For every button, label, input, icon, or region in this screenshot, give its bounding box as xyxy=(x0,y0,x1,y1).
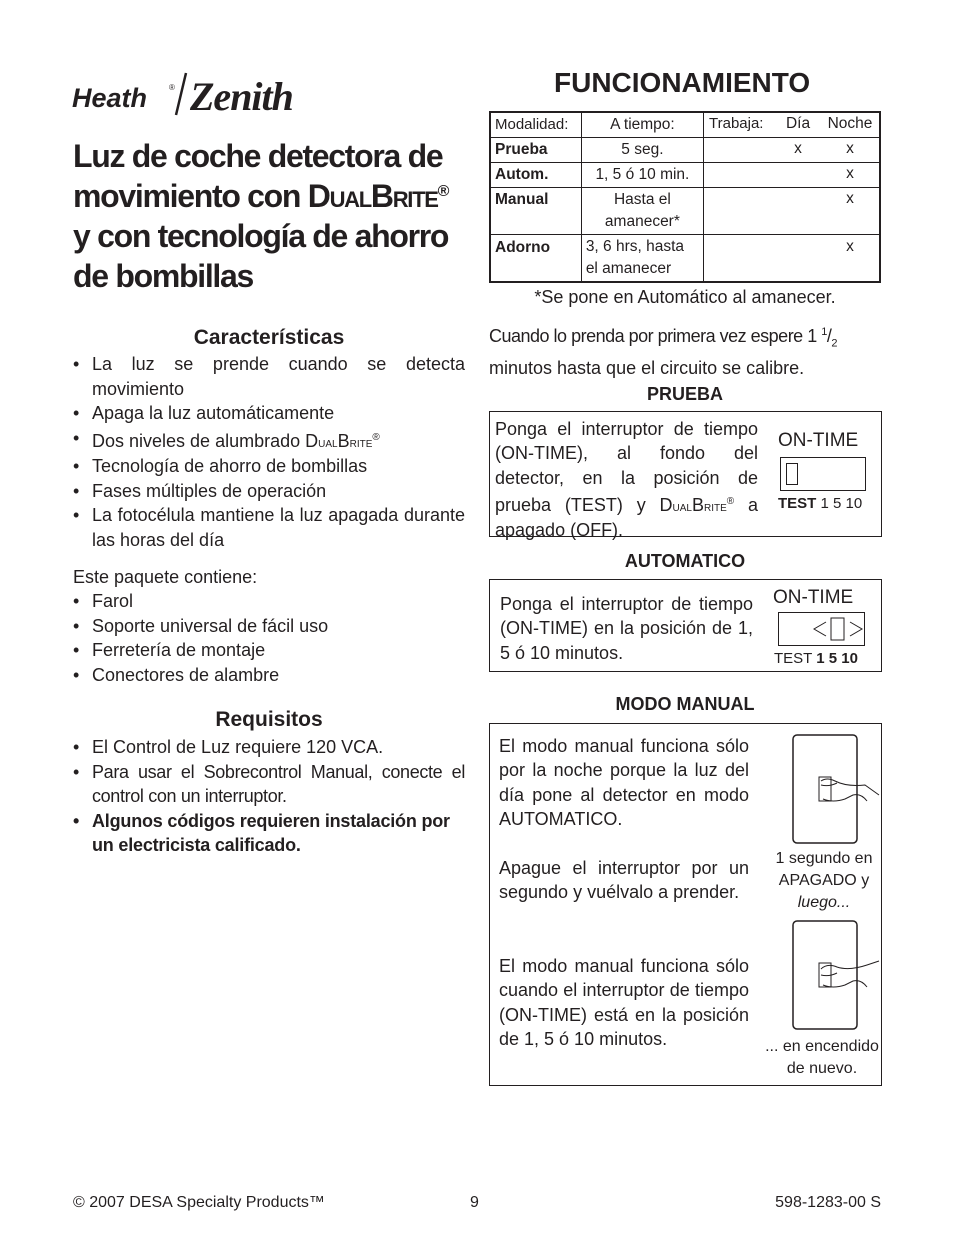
list-item: • Tecnología de ahorro de bombillas xyxy=(73,454,465,479)
modes-table xyxy=(489,111,881,283)
manual-caption-2: ... en encendido de nuevo. xyxy=(765,1038,879,1077)
prueba-time-switch xyxy=(780,457,866,491)
prueba-heading: PRUEBA xyxy=(646,384,723,404)
list-item: • Ferretería de montaje xyxy=(73,638,465,663)
table-row: Autom. 1, 5 ó 10 min. x xyxy=(490,163,880,188)
logo-heath-text: Heath xyxy=(72,83,148,113)
title-line-4: de bombillas xyxy=(73,258,253,294)
footer-doc-code: 598-1283-00 S xyxy=(775,1194,881,1211)
list-item: • Para usar el Sobrecontrol Manual, conecte el control con un interruptor. xyxy=(73,760,465,809)
automatico-heading: AUTOMATICO xyxy=(624,551,746,571)
prueba-text: Ponga el interruptor de tiempo (ON-TIME), al fondo del detector, en la posición de prueba (TEST) y DualBrite® a apagado (OFF). xyxy=(495,419,758,541)
requisitos-list xyxy=(73,735,465,858)
list-item: • Farol xyxy=(73,589,465,614)
calibration-note: Cuando lo prenda por primera vez espere 1 $^1/_2$ minutos hasta que el circuito se calibre. xyxy=(489,326,837,378)
title-line-2: movimiento con DualBrite® xyxy=(73,178,450,214)
prueba-scale: TEST 1 5 10 xyxy=(778,495,863,512)
footer-page-number: 9 xyxy=(470,1194,479,1211)
list-item: • La fotocélula mantiene la luz apagada durante las horas del día xyxy=(73,503,465,552)
manual-heading: MODO MANUAL xyxy=(615,694,755,714)
paquete-list xyxy=(73,589,465,687)
title-line-1: Luz de coche detectora de xyxy=(73,138,443,174)
switch-arrows-icon xyxy=(779,613,864,645)
table-footnote: *Se pone en Automático al amanecer. xyxy=(534,287,836,307)
list-item: • El Control de Luz requiere 120 VCA. xyxy=(73,735,465,760)
footer-copyright: © 2007 DESA Specialty Products™ xyxy=(73,1194,325,1211)
svg-text:®: ® xyxy=(169,83,175,92)
title-line-3: y con tecnología de ahorro xyxy=(73,218,449,254)
switch-slider-icon xyxy=(786,463,798,485)
product-title xyxy=(73,136,473,296)
caracteristicas-heading: Características xyxy=(193,326,345,349)
wall-switch-off-icon xyxy=(791,733,859,845)
list-item: • La luz se prende cuando se detecta movimiento xyxy=(73,352,465,401)
list-item: • Soporte universal de fácil uso xyxy=(73,614,465,639)
paquete-intro: Este paquete contiene: xyxy=(73,567,258,587)
manual-p3: El modo manual funciona sólo cuando el interruptor de tiempo (ON-TIME) está en la posición de 1, 5 ó 10 minutos. xyxy=(499,956,749,1049)
list-item: • Conectores de alambre xyxy=(73,663,465,688)
funcionamiento-heading: FUNCIONAMIENTO xyxy=(554,67,811,98)
manual-p2: Apague el interruptor por un segundo y vuélvalo a prender. xyxy=(499,858,749,903)
wall-switch-on-icon xyxy=(791,919,859,1031)
table-row: Adorno 3, 6 hrs, hasta el amanecer x xyxy=(490,235,880,283)
automatico-on-time-label: ON-TIME xyxy=(773,587,854,608)
manual-caption-1: 1 segundo en APAGADO y luego... xyxy=(775,850,873,911)
manual-box xyxy=(489,723,882,1086)
list-item: • Dos niveles de alumbrado DualBrite® xyxy=(73,426,465,455)
automatico-box xyxy=(489,579,882,672)
caracteristicas-list xyxy=(73,352,465,552)
automatico-scale: TEST 1 5 10 xyxy=(774,650,858,667)
prueba-box xyxy=(489,411,882,541)
list-item: • Fases múltiples de operación xyxy=(73,479,465,504)
automatico-text: Ponga el interruptor de tiempo (ON-TIME) en la posición de 1, 5 ó 10 minutos. xyxy=(500,594,753,663)
table-row: Modalidad: A tiempo: Trabaja: Día Noche xyxy=(490,112,880,138)
requisitos-heading: Requisitos xyxy=(215,708,323,731)
table-row: Manual Hasta el amanecer* x xyxy=(490,188,880,235)
logo-zenith-text: Zenith xyxy=(190,74,293,116)
list-item: • Algunos códigos requieren instalación por un electricista calificado. xyxy=(73,809,465,858)
automatico-time-switch xyxy=(778,612,865,646)
heath-zenith-logo xyxy=(72,70,337,116)
prueba-on-time-label: ON-TIME xyxy=(778,430,859,451)
table-row: Prueba 5 seg. x x xyxy=(490,138,880,163)
list-item: • Apaga la luz automáticamente xyxy=(73,401,465,426)
manual-p1: El modo manual funciona sólo por la noche porque la luz del día pone al detector en modo AUTOMATICO. xyxy=(499,736,749,829)
